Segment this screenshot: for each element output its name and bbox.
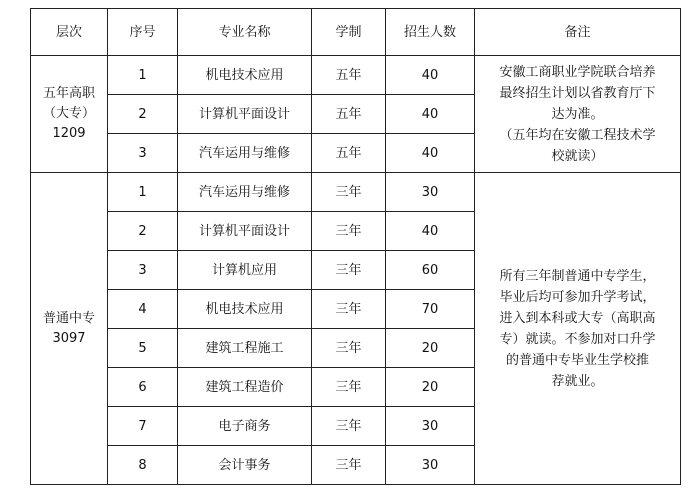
duration-cell: 五年 — [312, 56, 386, 95]
level-line: 1209 — [52, 126, 86, 141]
note-line: 荐就业。 — [551, 373, 604, 389]
number-cell: 6 — [108, 368, 178, 407]
number-cell: 3 — [108, 251, 178, 290]
note-cell — [475, 173, 681, 485]
number-cell: 2 — [108, 95, 178, 134]
count-cell: 20 — [386, 368, 475, 407]
note-line: 达为准。 — [551, 106, 604, 122]
note-line: 安徽工商职业学院联合培养 — [499, 64, 656, 80]
major-cell: 电子商务 — [178, 407, 312, 446]
note-line: 的普通中专毕业生学校推 — [505, 352, 649, 368]
note-cell — [475, 56, 681, 173]
number-cell: 2 — [108, 212, 178, 251]
header-number: 序号 — [108, 9, 178, 56]
count-cell: 30 — [386, 173, 475, 212]
count-cell: 40 — [386, 134, 475, 173]
note-line: 进入到本科或大专（高职高 — [499, 310, 656, 326]
count-cell: 30 — [386, 446, 475, 485]
note-line: 专）就读。不参加对口升学 — [499, 331, 656, 347]
level-line: 五年高职 — [42, 86, 95, 101]
level-cell — [31, 173, 108, 485]
duration-cell: 三年 — [312, 368, 386, 407]
count-cell: 40 — [386, 212, 475, 251]
header-duration: 学制 — [312, 9, 386, 56]
duration-cell: 三年 — [312, 407, 386, 446]
level-line: （大专） — [42, 106, 95, 121]
table-row — [31, 56, 681, 95]
duration-cell: 三年 — [312, 290, 386, 329]
level-line: 3097 — [52, 330, 86, 346]
duration-cell: 三年 — [312, 173, 386, 212]
count-cell: 40 — [386, 56, 475, 95]
note-line: 校就读） — [551, 148, 604, 164]
duration-cell: 五年 — [312, 95, 386, 134]
level-cell — [31, 56, 108, 173]
major-cell: 机电技术应用 — [178, 56, 312, 95]
header-notes: 备注 — [475, 9, 681, 56]
count-cell: 20 — [386, 329, 475, 368]
header-level: 层次 — [31, 9, 108, 56]
major-cell: 计算机应用 — [178, 251, 312, 290]
number-cell: 5 — [108, 329, 178, 368]
major-cell: 建筑工程施工 — [178, 329, 312, 368]
count-cell: 60 — [386, 251, 475, 290]
duration-cell: 三年 — [312, 251, 386, 290]
note-line: （五年均在安徽工程技术学 — [499, 127, 656, 143]
number-cell: 8 — [108, 446, 178, 485]
count-cell: 70 — [386, 290, 475, 329]
header-enrollment-count: 招生人数 — [386, 9, 475, 56]
duration-cell: 三年 — [312, 329, 386, 368]
enrollment-table — [30, 8, 681, 485]
number-cell: 4 — [108, 290, 178, 329]
duration-cell: 三年 — [312, 446, 386, 485]
header-row — [31, 9, 681, 56]
header-major: 专业名称 — [178, 9, 312, 56]
major-cell: 会计事务 — [178, 446, 312, 485]
major-cell: 机电技术应用 — [178, 290, 312, 329]
note-line: 所有三年制普通中专学生， — [499, 268, 656, 284]
level-line: 普通中专 — [42, 310, 95, 326]
major-cell: 建筑工程造价 — [178, 368, 312, 407]
number-cell: 3 — [108, 134, 178, 173]
number-cell: 7 — [108, 407, 178, 446]
note-line: 毕业后均可参加升学考试， — [499, 289, 656, 305]
count-cell: 40 — [386, 95, 475, 134]
duration-cell: 五年 — [312, 134, 386, 173]
major-cell: 汽车运用与维修 — [178, 173, 312, 212]
major-cell: 计算机平面设计 — [178, 95, 312, 134]
note-line: 最终招生计划以省教育厅下 — [499, 85, 656, 101]
table-row — [31, 173, 681, 212]
major-cell: 汽车运用与维修 — [178, 134, 312, 173]
number-cell: 1 — [108, 173, 178, 212]
number-cell: 1 — [108, 56, 178, 95]
count-cell: 30 — [386, 407, 475, 446]
duration-cell: 三年 — [312, 212, 386, 251]
major-cell: 计算机平面设计 — [178, 212, 312, 251]
